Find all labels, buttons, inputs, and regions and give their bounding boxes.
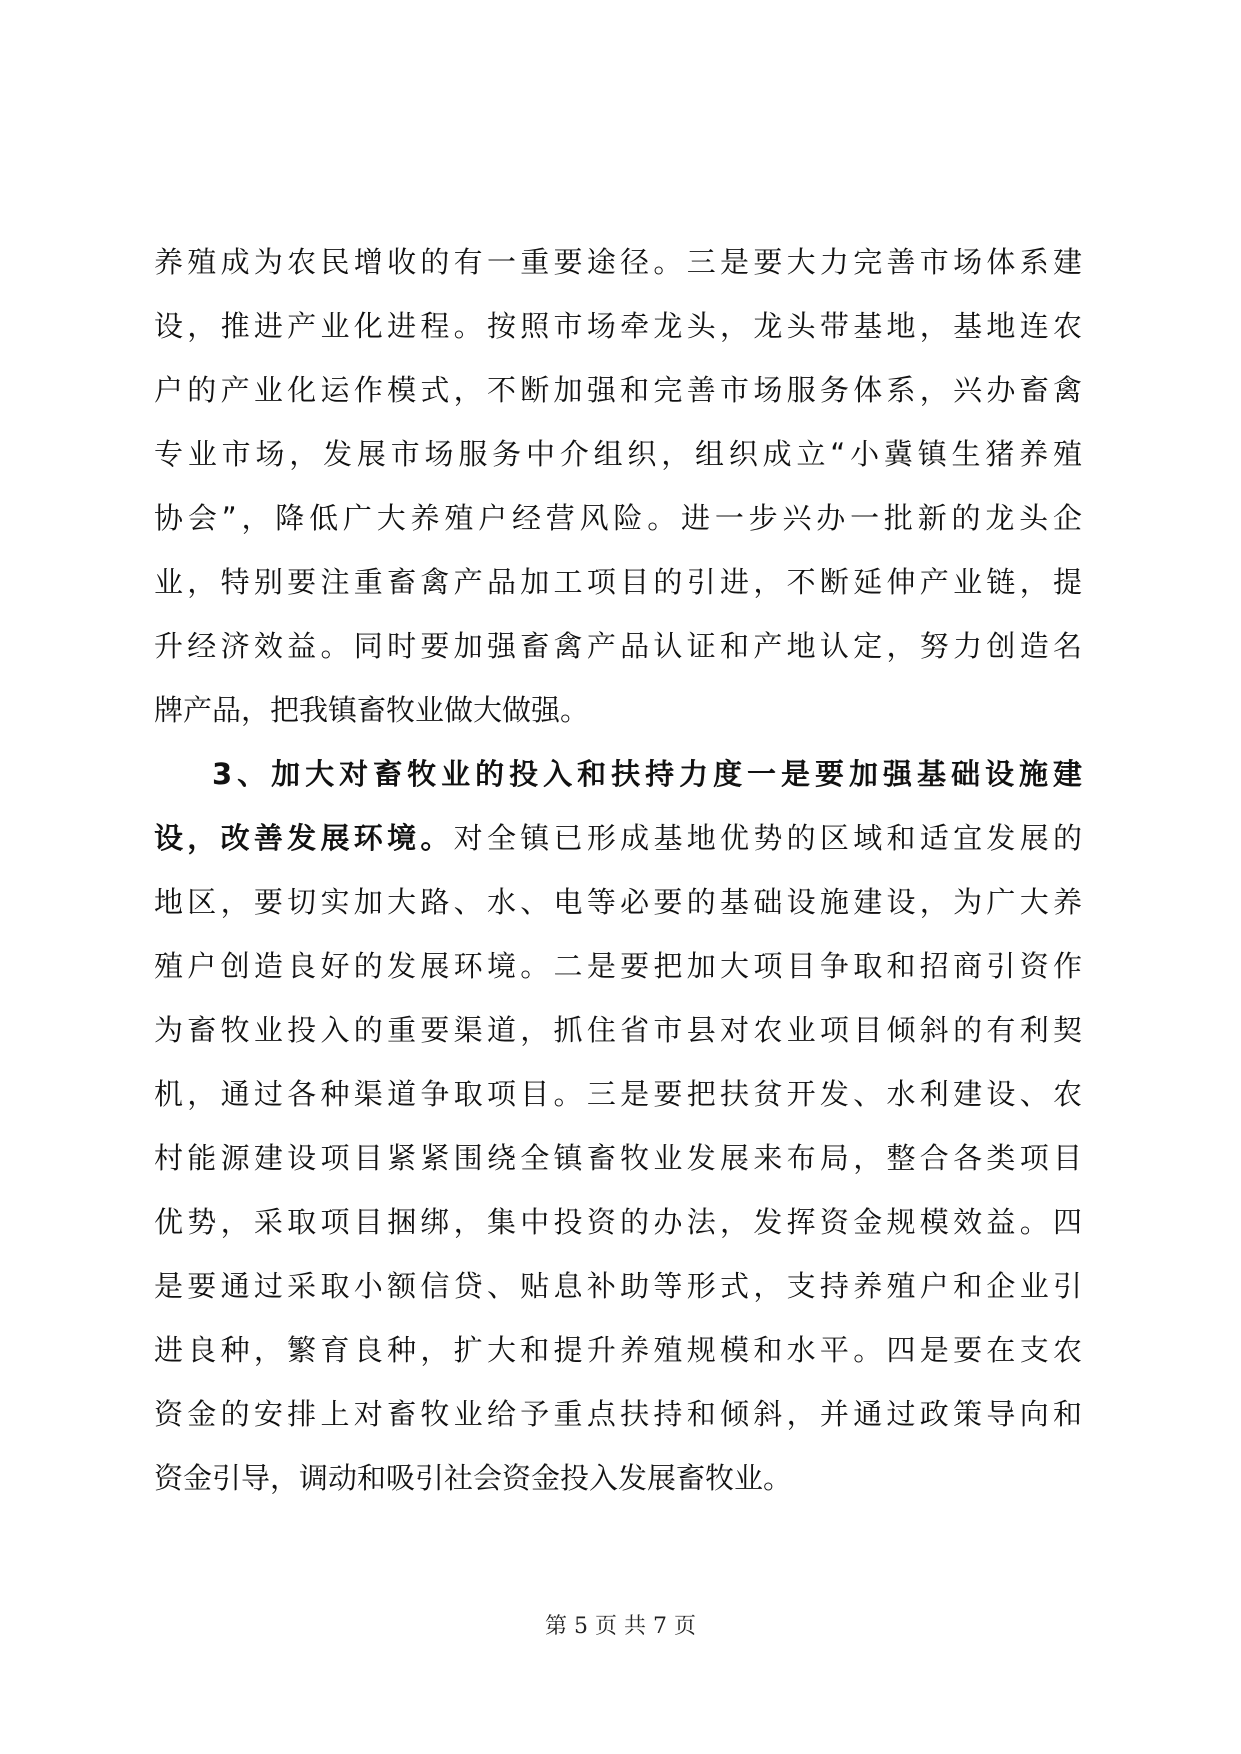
section-heading: 3、加大对畜牧业的投入和扶持力度一是要加强基础设施建	[212, 757, 1082, 791]
text-line: 业，特别要注重畜禽产品加工项目的引进，不断延伸产业链，提	[154, 565, 1082, 599]
text-line: 资金引导，调动和吸引社会资金投入发展畜牧业。	[154, 1461, 793, 1495]
text-line: 是要通过采取小额信贷、贴息补助等形式，支持养殖户和企业引	[154, 1269, 1082, 1303]
text-line: 机，通过各种渠道争取项目。三是要把扶贫开发、水利建设、农	[154, 1077, 1082, 1111]
text-line: 升经济效益。同时要加强畜禽产品认证和产地认定，努力创造名	[154, 629, 1082, 663]
section-heading-continued	[154, 806, 1082, 870]
text-line: 优势，采取项目捆绑，集中投资的办法，发挥资金规模效益。四	[154, 1205, 1082, 1239]
section-text-part: 对全镇已形成基地优势的区域和适宜发展的	[453, 821, 1082, 855]
text-line: 养殖成为农民增收的有一重要途径。三是要大力完善市场体系建	[154, 245, 1082, 279]
text-line: 为畜牧业投入的重要渠道，抓住省市县对农业项目倾斜的有利契	[154, 1013, 1082, 1047]
text-line: 殖户创造良好的发展环境。二是要把加大项目争取和招商引资作	[154, 949, 1082, 983]
page-number-footer: 第 5 页 共 7 页	[545, 1614, 696, 1639]
text-line: 进良种，繁育良种，扩大和提升养殖规模和水平。四是要在支农	[154, 1333, 1082, 1367]
text-line: 村能源建设项目紧紧围绕全镇畜牧业发展来布局，整合各类项目	[154, 1141, 1082, 1175]
text-line: 设，推进产业化进程。按照市场牵龙头，龙头带基地，基地连农	[154, 309, 1082, 343]
section-heading-bold-part: 设，改善发展环境。	[154, 821, 454, 855]
document-body	[154, 230, 1082, 1510]
text-line: 协会”，降低广大养殖户经营风险。进一步兴办一批新的龙头企	[154, 501, 1082, 535]
text-line: 专业市场，发展市场服务中介组织，组织成立“小冀镇生猪养殖	[154, 437, 1082, 471]
text-line: 资金的安排上对畜牧业给予重点扶持和倾斜，并通过政策导向和	[154, 1397, 1082, 1431]
text-line: 户的产业化运作模式，不断加强和完善市场服务体系，兴办畜禽	[154, 373, 1082, 407]
text-line: 牌产品，把我镇畜牧业做大做强。	[154, 693, 590, 727]
text-line: 地区，要切实加大路、水、电等必要的基础设施建设，为广大养	[154, 885, 1082, 919]
